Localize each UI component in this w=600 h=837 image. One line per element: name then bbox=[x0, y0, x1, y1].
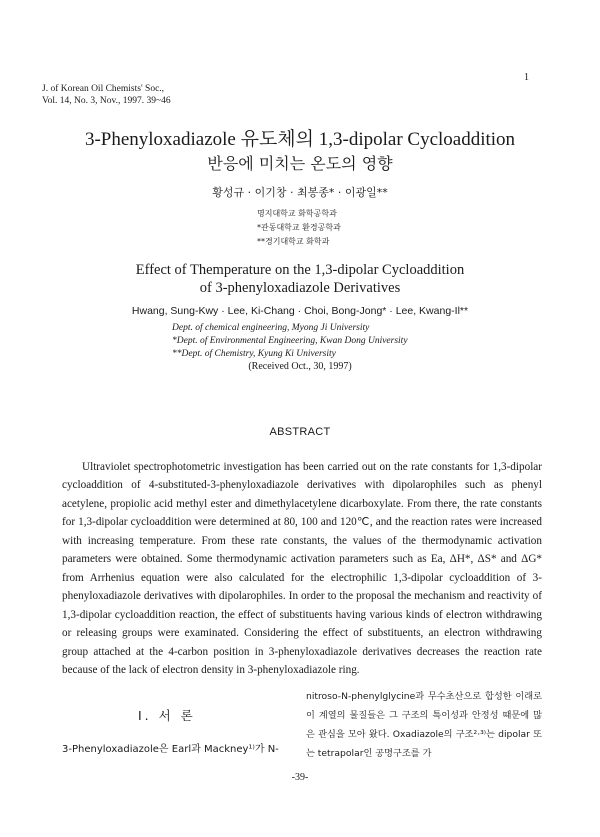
title-english-line-2: of 3-phenyloxadiazole Derivatives bbox=[199, 280, 401, 296]
affiliation-ko-1: 명지대학교 화학공학과 bbox=[257, 209, 337, 218]
affiliation-en-3: **Dept. of Chemistry, Kyung Ki University bbox=[172, 349, 336, 359]
intro-text-right: nitroso-N-phenylglycine과 무수초산으로 합성한 이래로 이 계열의 물질들은 그 구조의 특이성과 안정성 때문에 많은 관심을 모아 왔다. Oxadiazole의 구조²·³⁾는 dipolar 또는 tetrapolar인 공명구조를 가 bbox=[306, 691, 542, 759]
journal-line-2: Vol. 14, No. 3, Nov., 1997. 39~46 bbox=[42, 95, 171, 106]
abstract-heading: ABSTRACT bbox=[269, 426, 331, 438]
title-korean-line-1: 3-Phenyloxadiazole 유도체의 1,3-dipolar Cycloaddition bbox=[84, 129, 516, 150]
received-date: (Received Oct., 30, 1997) bbox=[248, 361, 352, 372]
affiliations-english bbox=[172, 322, 408, 361]
title-english-line-1: Effect of Themperature on the 1,3-dipolar Cycloaddition bbox=[135, 262, 465, 278]
title-english bbox=[0, 261, 600, 297]
title-korean-line-2: 반응에 미치는 온도의 영향 bbox=[207, 154, 393, 173]
journal-line-1: J. of Korean Oil Chemists' Soc., bbox=[42, 84, 165, 94]
page-top-number: 1 bbox=[524, 72, 529, 83]
affiliation-en-2: *Dept. of Environmental Engineering, Kwan Dong University bbox=[172, 336, 408, 346]
affiliations-korean bbox=[257, 207, 341, 249]
authors-korean: 황성규 · 이기창 · 최봉종* · 이광일** bbox=[212, 186, 388, 199]
affiliation-en-1: Dept. of chemical engineering, Myong Ji University bbox=[172, 323, 370, 333]
intro-text-left: 3-Phenyloxadiazole은 Earl과 Mackney¹⁾가 N- bbox=[62, 744, 279, 755]
authors-english: Hwang, Sung-Kwy · Lee, Ki-Chang · Choi, Bong-Jong* · Lee, Kwang-Il** bbox=[131, 305, 469, 317]
section-heading-introduction: I. 서 론 bbox=[138, 708, 196, 723]
journal-citation bbox=[42, 84, 242, 107]
abstract-text: Ultraviolet spectrophotometric investigation has been carried out on the rate constants for 1,3-dipolar cycloaddition of 4-substituted-3-phenyloxadiazole derivatives with dipolarophiles such as phenyl acetylene, propiolic acid methyl ester and dimethylacetylene dicarboxylate. From there, the rate constants for 1,3-dipolar cycloaddition were determined at 80, 100 and 120℃, and the reaction rates were increased with increasing temperature. From these rate constants, the values of the thermodynamic activation parameters were obtained. Some thermodynamic activation parameters such as Ea, ΔH*, ΔS* and ΔG* from Arrhenius equation were also calculated for the electrophilic 1,3-dipolar cycloaddition of 3-phenyloxadiazole derivatives with dipolarophiles. In order to the proposal the mechanism and reactivity of 1,3-dipolar cycloaddition reaction, the effect of substituents having various kinds of electron withdrawing or releasing groups were examinated. Considering the effect of substituents, an electron withdrawing group attached at the 4-carbon position in 3-phenyloxadiazole derivatives decreases the reaction rate because of the lack of electron density in 3-phenyloxadiazole ring. bbox=[62, 461, 542, 676]
title-korean bbox=[0, 128, 600, 176]
page-bottom-number: -39- bbox=[291, 772, 309, 783]
affiliation-ko-3: **경기대학교 화학과 bbox=[257, 237, 330, 246]
affiliation-ko-2: *관동대학교 환경공학과 bbox=[257, 223, 341, 232]
